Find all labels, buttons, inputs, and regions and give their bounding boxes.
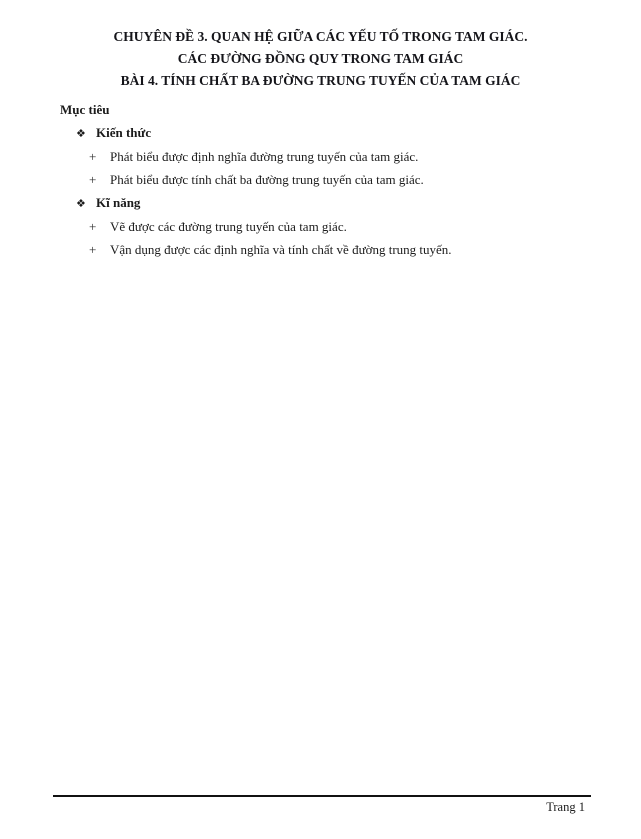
plus-marker: +	[89, 172, 97, 187]
group-label: Kĩ năng	[96, 195, 141, 210]
diamond-bullet-icon: ❖	[76, 197, 86, 210]
page-title-line-3: BÀI 4. TÍNH CHẤT BA ĐƯỜNG TRUNG TUYẾN CỦA TAM GIÁC	[120, 73, 521, 88]
group-heading-kien-thuc	[76, 121, 641, 145]
list-item	[89, 168, 641, 191]
document-title-block	[0, 0, 641, 92]
diamond-bullet-icon: ❖	[76, 127, 86, 140]
section-heading-muc-tieu: Mục tiêu	[60, 102, 110, 117]
page-title-line-1: CHUYÊN ĐỀ 3. QUAN HỆ GIỮA CÁC YẾU TỐ TRONG TAM GIÁC.	[113, 29, 528, 44]
list-item	[89, 145, 641, 168]
list-item	[89, 215, 641, 238]
group-heading-ki-nang	[76, 191, 641, 215]
plus-marker: +	[89, 149, 97, 164]
page-number: Trang 1	[546, 800, 585, 814]
list-item-text: Phát biểu được định nghĩa đường trung tuyến của tam giác.	[110, 149, 419, 164]
list-item	[89, 238, 641, 261]
footer-divider	[53, 795, 591, 797]
list-item-text: Phát biểu được tính chất ba đường trung tuyến của tam giác.	[110, 172, 424, 187]
list-item-text: Vẽ được các đường trung tuyến của tam giác.	[110, 219, 347, 234]
plus-marker: +	[89, 219, 97, 234]
page-title-line-2: CÁC ĐƯỜNG ĐỒNG QUY TRONG TAM GIÁC	[177, 51, 464, 66]
list-item-text: Vận dụng được các định nghĩa và tính chất về đường trung tuyến.	[110, 242, 452, 257]
plus-marker: +	[89, 242, 97, 257]
group-label: Kiến thức	[96, 125, 152, 140]
